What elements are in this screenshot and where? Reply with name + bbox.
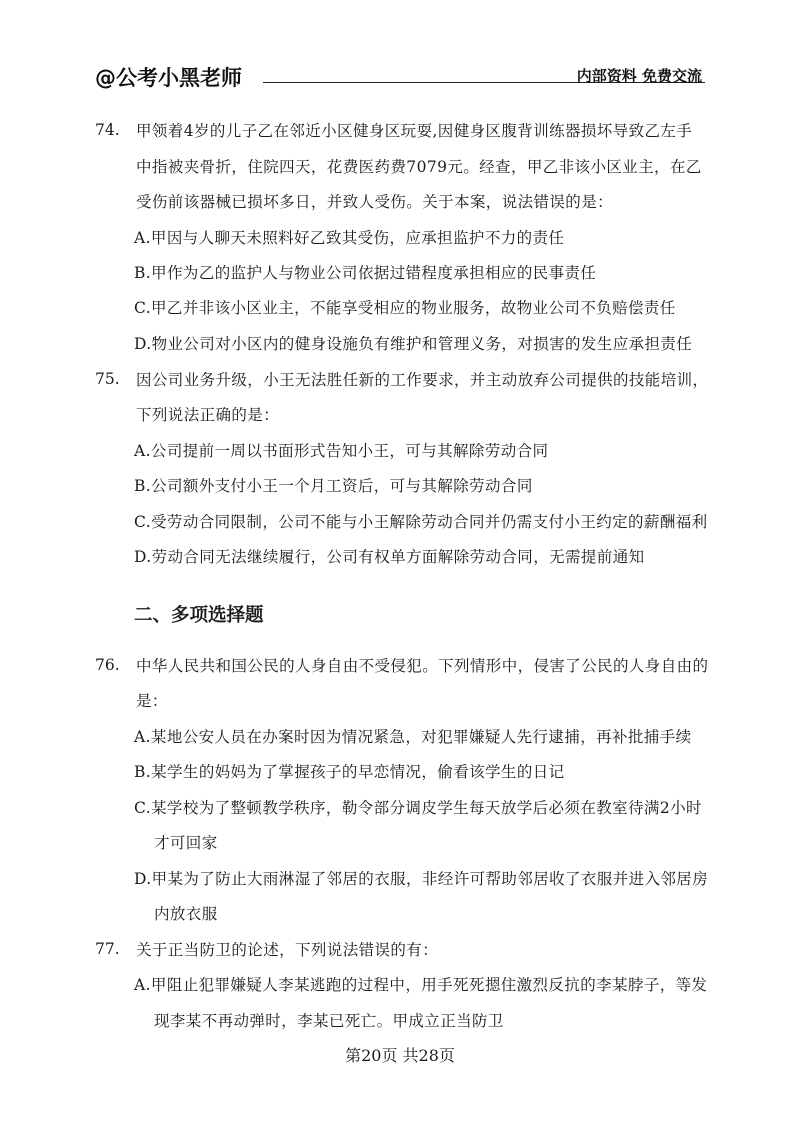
option-d: D.劳动合同无法继续履行，公司有权单方面解除劳动合同，无需提前通知 — [134, 548, 645, 566]
option-a: A.某地公安人员在办案时因为情况紧急，对犯罪嫌疑人先行逮捕，再补批捕手续 — [134, 728, 692, 746]
option-b: B.甲作为乙的监护人与物业公司依据过错程度承担相应的民事责任 — [134, 264, 597, 282]
option-b: B.公司额外支付小王一个月工资后，可与其解除劳动合同 — [134, 477, 533, 495]
question-stem-line: 是： — [136, 692, 168, 710]
header-brand: @公考小黑老师 — [95, 66, 242, 90]
question-stem-line: 受伤前该器械已损坏多日，并致人受伤。关于本案，说法错误的是： — [136, 193, 614, 211]
option-d: D.甲某为了防止大雨淋湿了邻居的衣服，非经许可帮助邻居收了衣服并进入邻居房 — [134, 870, 709, 888]
option-a: A.甲因与人聊天未照料好乙致其受伤，应承担监护不力的责任 — [134, 229, 565, 247]
question-stem-line: 中华人民共和国公民的人身自由不受侵犯。下列情形中，侵害了公民的人身自由的 — [136, 657, 709, 675]
question-stem-line: 甲领着4岁的儿子乙在邻近小区健身区玩耍,因健身区腹背训练器损坏导致乙左手 — [136, 122, 693, 140]
option-b: B.某学生的妈妈为了掌握孩子的早恋情况，偷看该学生的日记 — [134, 763, 565, 781]
option-c-continuation: 才可回家 — [154, 834, 218, 852]
section-title: 二、多项选择题 — [134, 605, 264, 626]
option-c: C.甲乙并非该小区业主，不能享受相应的物业服务，故物业公司不负赔偿责任 — [134, 299, 676, 317]
option-a: A.公司提前一周以书面形式告知小王，可与其解除劳动合同 — [134, 442, 549, 460]
option-d: D.物业公司对小区内的健身设施负有维护和管理义务，对损害的发生应承担责任 — [134, 335, 693, 353]
page-footer: 第20页 共28页 — [345, 1046, 455, 1065]
header-tag: 内部资料 免费交流 — [576, 67, 702, 85]
option-a: A.甲阻止犯罪嫌疑人李某逃跑的过程中，用手死死摁住激烈反抗的李某脖子，等发 — [134, 976, 708, 994]
option-c: C.某学校为了整顿教学秩序，勒令部分调皮学生每天放学后必须在教室待满2小时 — [134, 799, 702, 817]
question-number: 75. — [95, 370, 120, 388]
question-number: 74. — [95, 121, 120, 139]
option-a-continuation: 现李某不再动弹时，李某已死亡。甲成立正当防卫 — [154, 1012, 504, 1030]
question-stem-line: 中指被夹骨折，住院四天，花费医药费7079元。经查，甲乙非该小区业主，在乙 — [136, 158, 702, 176]
question-stem-line: 因公司业务升级，小王无法胜任新的工作要求，并主动放弃公司提供的技能培训， — [136, 371, 709, 389]
question-stem-line: 关于正当防卫的论述，下列说法错误的有： — [136, 941, 439, 959]
question-number: 76. — [95, 656, 120, 674]
option-c: C.受劳动合同限制，公司不能与小王解除劳动合同并仍需支付小王约定的薪酬福利 — [134, 513, 708, 531]
option-d-continuation: 内放衣服 — [154, 905, 218, 923]
question-stem-line: 下列说法正确的是： — [136, 406, 280, 424]
question-number: 77. — [95, 940, 120, 958]
